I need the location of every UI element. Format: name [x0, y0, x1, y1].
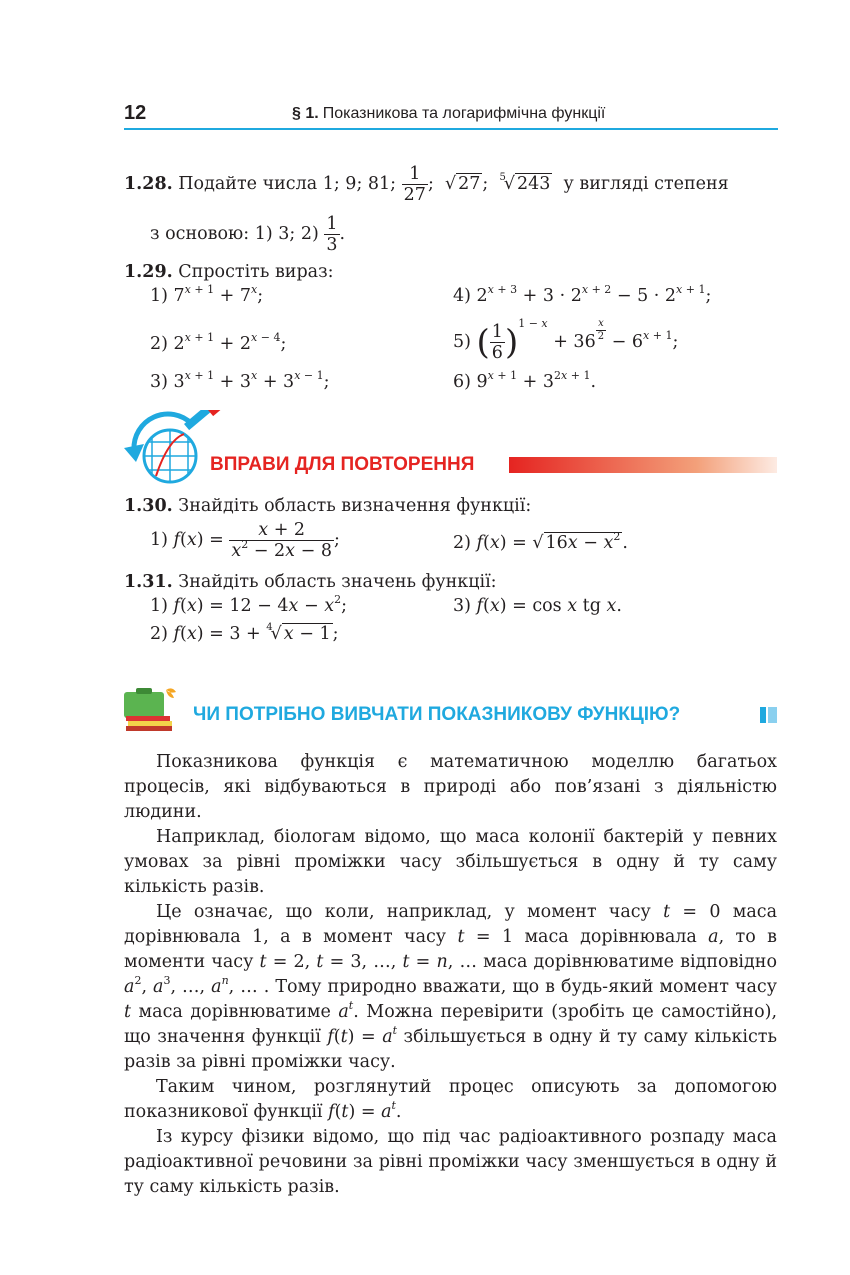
running-header	[124, 98, 778, 130]
item-5: 5) ( $\frac{1}{6}$ )$^{1 - x}$ + 36 $^{\frac{x}{2}}$ − $6^{x + 1}$;	[453, 317, 679, 363]
item-1-30-2: 2) f(x) = √ $16x - x^2$ .	[453, 530, 628, 553]
item-6: 6) $9^{x + 1} + 3^{2x + 1}$.	[453, 369, 597, 392]
exercise-1-31: 1.31. Знайдіть область значень функції:	[124, 572, 497, 592]
item-1-31-2: 2) f(x) = 3 + $^4$√ x − 1 ;	[150, 622, 339, 644]
exercise-1-28-line2: з основою: 1) 3; 2) $\frac{1}{3}$ .	[150, 214, 346, 256]
why-section-title: ЧИ ПОТРІБНО ВИВЧАТИ ПОКАЗНИКОВУ ФУНКЦІЮ?	[193, 704, 681, 725]
item-1-31-3: 3) f(x) = cos x tg x.	[453, 596, 622, 616]
exercise-1-29: 1.29. Спростіть вираз:	[124, 262, 334, 282]
item-1: 1) $7^{x + 1} + 7^x$;	[150, 283, 264, 306]
body-text: Показникова функція є математичною моделлю багатьох процесів, які відбуваються в природі або пов’язані з діяльністю людини. Наприклад, біологам відомо, що маса колонії бактерій у певних умовах за рівні проміжки часу збільшується в одну й ту саму кількість разів. Це означає, що коли, наприклад, у момент часу t = 0 маса дорівнювала 1, а в момент часу t = 1 маса дорівнювала a, то в моменти часу t = 2, t = 3, …, t = n, … маса дорівнюватиме відповідно $a^2$, $a^3$, …, $a^n$, … . Тому природно вважати, що в будь-який момент часу t маса дорівнюватиме $a^t$. Можна перевірити (зробіть це самостійно), що значення функції $f(t) = a^t$ збільшується в одну й ту саму кількість разів за рівні проміжки часу. Таким чином, розглянутий процес описують за допомогою показникової функції $f(t) = a^t$. Із курсу фізики відомо, що під час радіоактивного розпаду маса радіоактивної речовини за рівні проміжки часу зменшується в одну й ту саму кількість разів.	[124, 752, 778, 1197]
item-2: 2) $2^{x + 1} + 2^{x - 4}$;	[150, 331, 287, 354]
exercise-1-30: 1.30. Знайдіть область визначення функції:	[124, 496, 532, 516]
why-bar-2	[768, 707, 777, 723]
item-1-30-1: 1) f(x) = $\frac{x + 2}{x^2 - 2x - 8}$ ;	[150, 520, 340, 562]
books-icon	[122, 686, 180, 732]
running-title: § 1. Показникова та логарифмічна функції	[292, 105, 606, 122]
exercise-1-28: 1.28. Подайте числа 1; 9; 81; $\frac{1}{27}$ ; √ 27 ; $^5$√ 243 у вигляді степеня	[124, 164, 729, 206]
item-4: 4) $2^{x + 3} + 3 \cdot 2^{x + 2} - 5 \cdot 2^{x + 1}$;	[453, 283, 712, 306]
item-3: 3) $3^{x + 1} + 3^x + 3^{x - 1}$;	[150, 369, 330, 392]
review-section-title: ВПРАВИ ДЛЯ ПОВТОРЕННЯ	[210, 454, 475, 475]
page-number: 12	[124, 102, 147, 124]
item-1-31-1: 1) $f(x) = 12 - 4x - x^2$;	[150, 593, 347, 616]
review-section-bar	[509, 457, 777, 473]
why-bar-1	[760, 707, 766, 723]
